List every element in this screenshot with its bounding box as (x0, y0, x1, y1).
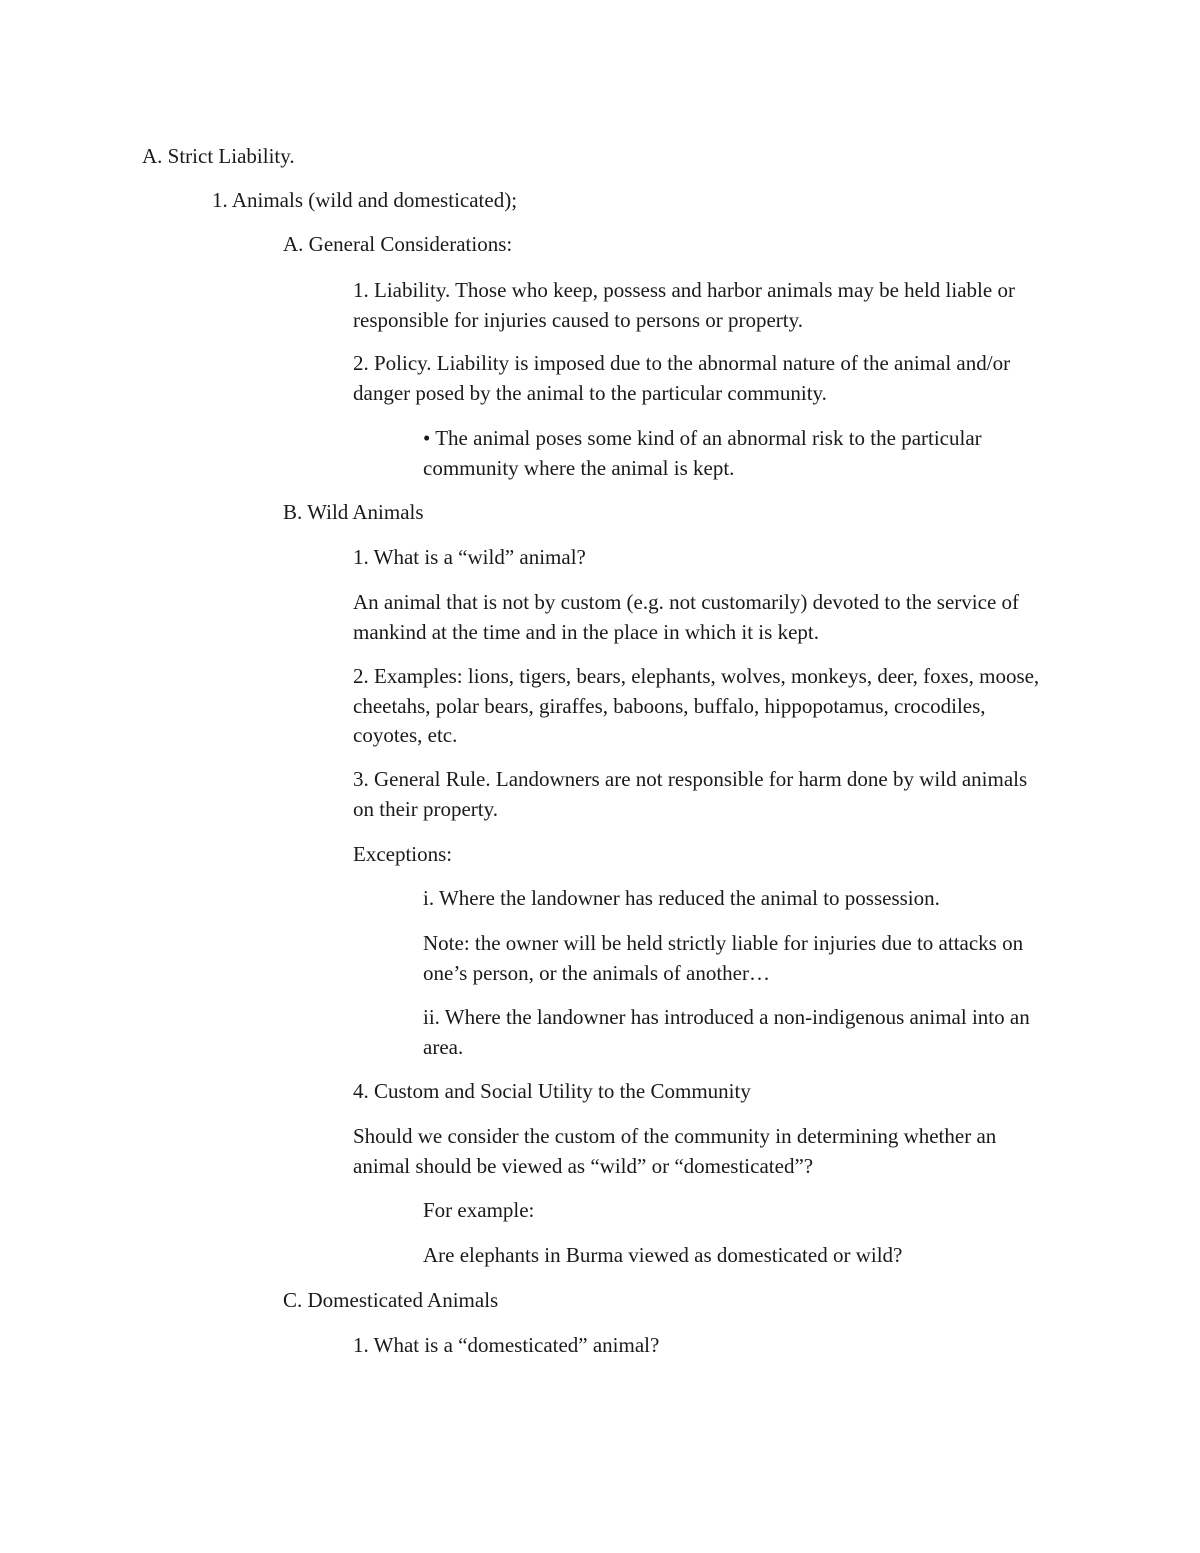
outline-heading-general-considerations: A. General Considerations: (283, 232, 513, 256)
question-domesticated-animal: 1. What is a “domesticated” animal? (353, 1333, 660, 1357)
paragraph-policy: 2. Policy. Liability is imposed due to the abnormal nature of the animal and/or danger posed by the animal to the particular community. (353, 351, 1016, 405)
exception-possession: i. Where the landowner has reduced the animal to possession. (423, 886, 940, 910)
paragraph-liability: 1. Liability. Those who keep, possess and harbor animals may be held liable or responsible for injuries caused to persons or property. (353, 278, 1021, 332)
label-for-example: For example: (423, 1198, 535, 1222)
paragraph-general-rule: 3. General Rule. Landowners are not responsible for harm done by wild animals on their property. (353, 767, 1033, 821)
question-wild-animal: 1. What is a “wild” animal? (353, 545, 586, 569)
heading-custom-social-utility: 4. Custom and Social Utility to the Community (353, 1079, 751, 1103)
paragraph-examples: 2. Examples: lions, tigers, bears, elephants, wolves, monkeys, deer, foxes, moose, cheetahs, polar bears, giraffes, baboons, buffalo, hippopotamus, crocodiles, coyotes, etc. (353, 664, 1045, 747)
outline-heading-wild-animals: B. Wild Animals (283, 500, 424, 524)
outline-item-animals: 1. Animals (wild and domesticated); (212, 188, 518, 212)
label-exceptions: Exceptions: (353, 842, 453, 866)
paragraph-custom-question: Should we consider the custom of the community in determining whether an animal should be viewed as “wild” or “domesticated”? (353, 1124, 1002, 1178)
note-strict-liability: Note: the owner will be held strictly liable for injuries due to attacks on one’s person, or the animals of another… (423, 931, 1029, 985)
bullet-abnormal-risk: • The animal poses some kind of an abnormal risk to the particular community where the animal is kept. (423, 426, 987, 480)
paragraph-wild-definition: An animal that is not by custom (e.g. not customarily) devoted to the service of mankind at the time and in the place in which it is kept. (353, 590, 1025, 644)
outline-heading-strict-liability: A. Strict Liability. (142, 144, 295, 168)
question-elephants-burma: Are elephants in Burma viewed as domesticated or wild? (423, 1243, 903, 1267)
exception-non-indigenous: ii. Where the landowner has introduced a non-indigenous animal into an area. (423, 1005, 1035, 1059)
outline-heading-domesticated-animals: C. Domesticated Animals (283, 1288, 499, 1312)
